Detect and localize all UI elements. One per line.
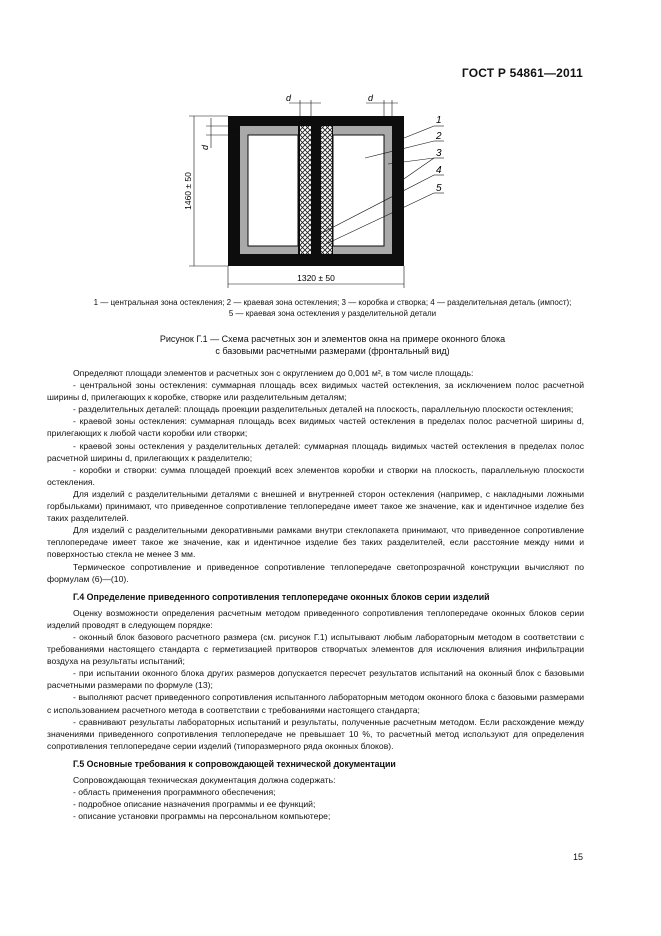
callout-3: 3 — [436, 148, 442, 159]
figure-caption-line2: с базовыми расчетными размерами (фронтальный вид) — [215, 346, 450, 356]
paragraph: - оконный блок базового расчетного размера (см. рисунок Г.1) испытывают любым лабораторным методом в соответствии с требованиями настоящего стандарта с герметизацией притворов створчатых элементов для исключения влияния инфильтрации воздуха на результаты испытаний; — [47, 631, 584, 667]
paragraph: - подробное описание назначения программы и ее функций; — [73, 799, 316, 810]
central-glazing-left — [248, 135, 298, 246]
figure-caption-line1: Рисунок Г.1 — Схема расчетных зон и элементов окна на примере оконного блока — [159, 334, 506, 344]
paragraph: - сравнивают результаты лабораторных испытаний и результаты, полученные расчетным методом. Если расхождение между значениями приведенного сопротивления теплопередаче не превышает 10 %, то расчетный метод используют для определения сопротивления теплопередаче серии изделий (типоразмерного ряда оконных блоков). — [47, 716, 584, 751]
document-header: ГОСТ Р 54861—2011 — [461, 66, 583, 80]
paragraph: Оценку возможности определения расчетным методом приведенного сопротивления теплопередаче оконных блоков серии изделий проводят в следующем порядке: — [47, 607, 584, 630]
dim-d-top-left: d — [286, 93, 292, 103]
dim-width: 1320 ± 50 — [297, 273, 335, 283]
paragraph: - выполняют расчет приведенного сопротивления испытанного лабораторным методом оконного блока с базовыми размерами с использованием расчетного метода в соответствии с требованиями настоящего стандарта; — [47, 692, 584, 715]
dim-height: 1460 ± 50 — [183, 172, 193, 210]
paragraph: - краевой зоны остекления: суммарная площадь всех видимых частей остекления в пределах полос расчетной ширины d, прилегающих к любой части коробки или створки; — [47, 416, 584, 439]
paragraph: Термическое сопротивление и приведенное сопротивление теплопередаче светопрозрачной конструкции вычисляют по формулам (6)—(10). — [47, 561, 584, 584]
page-number: 15 — [572, 852, 583, 862]
mullion-edge-zone-right — [321, 126, 332, 254]
paragraph: - при испытании оконного блока других размеров допускается пересчет результатов испытаний на оконный блок с базовыми расчетными размерами по формуле (13); — [47, 668, 584, 691]
callout-2: 2 — [436, 131, 442, 142]
callout-1: 1 — [436, 115, 442, 126]
section-heading-g4: Г.4 Определение приведенного сопротивления теплопередаче оконных блоков серии изделий — [73, 591, 490, 602]
callout-4: 4 — [436, 165, 442, 176]
body-text — [47, 367, 584, 822]
section-heading-g5: Г.5 Основные требования к сопровождающей технической документации — [73, 758, 396, 769]
paragraph: - краевой зоны остекления у разделительных деталей: суммарная площадь видимых частей остекления в пределах полос расчетной ширины d, прилегающих к разделителю; — [47, 440, 584, 463]
paragraph: - центральной зоны остекления: суммарная площадь всех видимых частей остекления, за исключением полос расчетной ширины d, прилегающих к коробке, створке или разделительным деталям; — [47, 380, 584, 403]
dim-d-left: d — [200, 144, 210, 150]
central-glazing-right — [333, 135, 384, 246]
paragraph: Для изделий с разделительными декоративными рамками внутри стеклопакета принимают, что приведенное сопротивление теплопередаче имеет такое же значение, как и идентичное изделие без таких разделителей, если расстояние между ними и поверхностью стекла не менее 3 мм. — [47, 525, 584, 560]
paragraph: Сопровождающая техническая документация должна содержать: — [73, 775, 336, 785]
paragraph: - область применения программного обеспечения; — [73, 787, 276, 798]
paragraph: - описание установки программы на персональном компьютере; — [73, 811, 331, 822]
callout-5: 5 — [436, 183, 442, 194]
paragraph: - коробки и створки: сумма площадей проекций всех элементов коробки и створки на плоскость, параллельную плоскости остекления. — [47, 464, 584, 487]
mullion-edge-zone-left — [300, 126, 311, 254]
mullion-separator — [311, 116, 321, 266]
paragraph: Определяют площади элементов и расчетных зон с округлением до 0,001 м², в том числе площадь: — [73, 368, 474, 378]
figure-legend-line2: 5 — краевая зона остекления у разделительной детали — [228, 309, 437, 318]
paragraph: - разделительных деталей: площадь проекции разделительных деталей на плоскость, параллельную плоскости остекления; — [73, 404, 574, 415]
window-zones-figure — [0, 0, 661, 300]
figure-legend-line1: 1 — центральная зона остекления; 2 — краевая зона остекления; 3 — коробка и створка; 4 — разделительная деталь (импост); — [93, 298, 572, 307]
paragraph: Для изделий с разделительными деталями с внешней и внутренней сторон остекления (например, с накладными ложными горбыльками) принимают, что приведенное сопротивление теплопередаче имеет такое же значение, как и идентичное изделие без таких разделителей. — [47, 488, 584, 524]
dim-d-top-right: d — [368, 93, 374, 103]
